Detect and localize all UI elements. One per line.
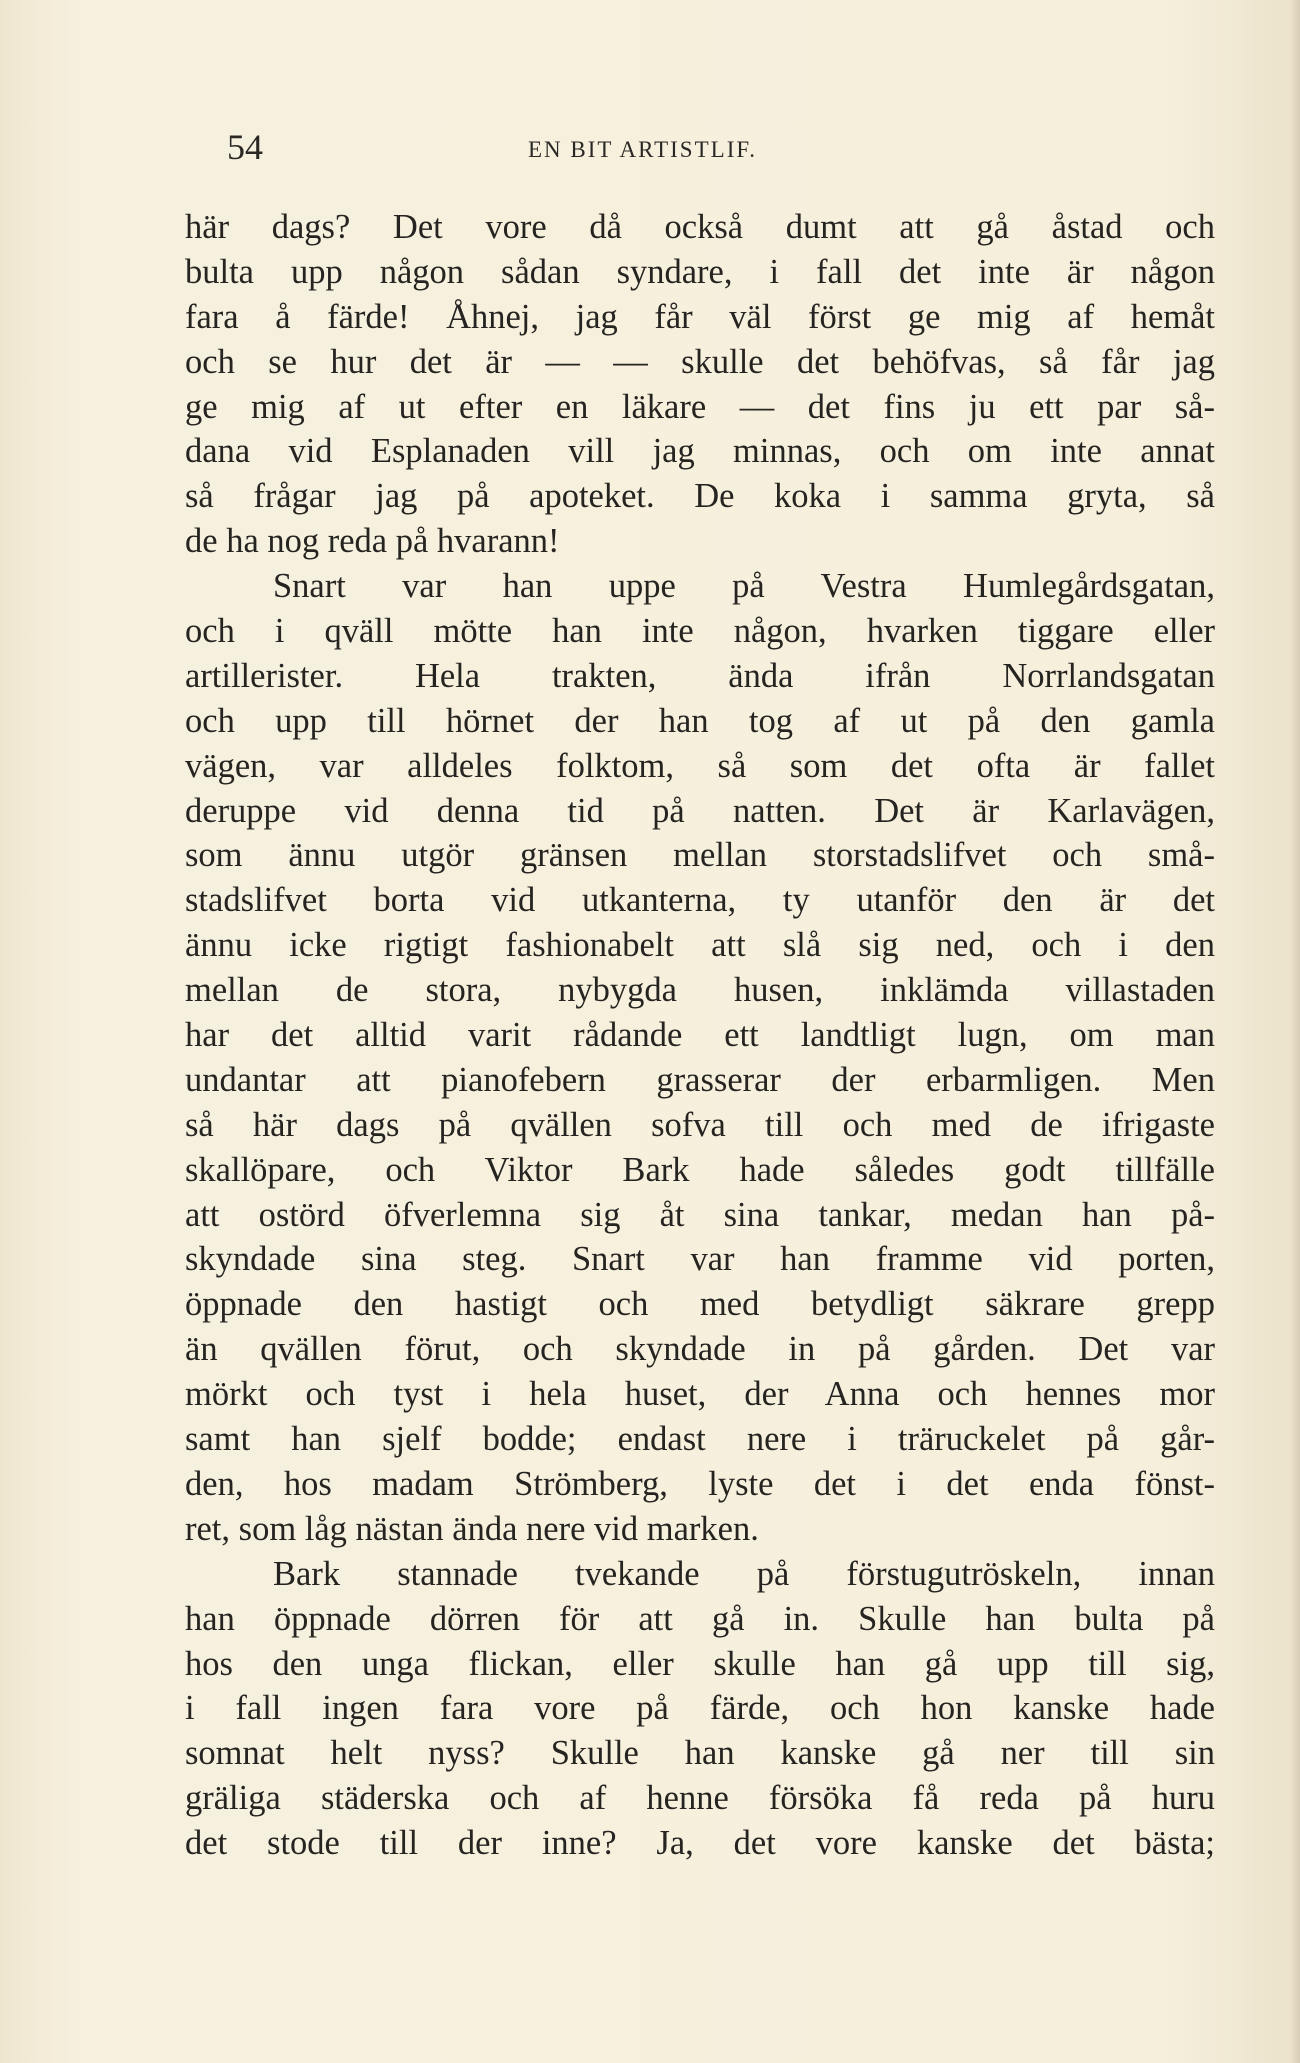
text-line: stadslifvet borta vid utkanterna, ty utanför den är det bbox=[185, 881, 1215, 920]
text-line: dana vid Esplanaden vill jag minnas, och om inte annat bbox=[185, 432, 1215, 471]
text-line: mellan de stora, nybygda husen, inklämda villastaden bbox=[185, 971, 1215, 1010]
text-line: så här dags på qvällen sofva till och med de ifrigaste bbox=[185, 1105, 1215, 1144]
text-line: än qvällen förut, och skyndade in på gården. Det var bbox=[185, 1330, 1215, 1369]
text-line: ret, som låg nästan ända nere vid marken. bbox=[185, 1509, 759, 1548]
text-line: att ostörd öfverlemna sig åt sina tankar, medan han på- bbox=[185, 1195, 1215, 1234]
text-line: de ha nog reda på hvarann! bbox=[185, 522, 560, 561]
text-line: undantar att pianofebern grasserar der erbarmligen. Men bbox=[185, 1060, 1215, 1099]
text-line: bulta upp någon sådan syndare, i fall det inte är någon bbox=[185, 252, 1215, 291]
text-line: den, hos madam Strömberg, lyste det i det enda fönst- bbox=[185, 1464, 1215, 1503]
text-line: samt han sjelf bodde; endast nere i träruckelet på går- bbox=[185, 1420, 1215, 1459]
text-line: deruppe vid denna tid på natten. Det är Karlavägen, bbox=[185, 791, 1215, 830]
text-line: fara å färde! Åhnej, jag får väl först ge mig af hemåt bbox=[185, 297, 1215, 336]
running-head: EN BIT ARTISTLIF. bbox=[528, 137, 758, 162]
text-line: som ännu utgör gränsen mellan storstadslifvet och små- bbox=[185, 836, 1215, 875]
text-line: artillerister. Hela trakten, ända ifrån Norrlandsgatan bbox=[185, 656, 1215, 695]
text-line: skyndade sina steg. Snart var han framme vid porten, bbox=[185, 1240, 1215, 1279]
text-line: hos den unga flickan, eller skulle han gå upp till sig, bbox=[185, 1644, 1215, 1683]
text-line: han öppnade dörren för att gå in. Skulle han bulta på bbox=[185, 1599, 1215, 1638]
text-line: gräliga städerska och af henne försöka få reda på huru bbox=[185, 1779, 1215, 1818]
text-line: vägen, var alldeles folktom, så som det ofta är fallet bbox=[185, 746, 1215, 785]
page-number: 54 bbox=[227, 127, 263, 167]
text-line: Snart var han uppe på Vestra Humlegårdsgatan, bbox=[273, 567, 1215, 606]
text-line: somnat helt nyss? Skulle han kanske gå ner till sin bbox=[185, 1734, 1215, 1773]
page-header bbox=[227, 122, 1227, 172]
text-line: och se hur det är — — skulle det behöfvas, så får jag bbox=[185, 342, 1215, 381]
text-line: det stode till der inne? Ja, det vore kanske det bästa; bbox=[185, 1824, 1215, 1863]
text-line: i fall ingen fara vore på färde, och hon kanske hade bbox=[185, 1689, 1215, 1728]
page-edge-shadow bbox=[1290, 0, 1300, 2063]
text-line: Bark stannade tvekande på förstugutröskeln, innan bbox=[273, 1554, 1215, 1593]
text-line: öppnade den hastigt och med betydligt säkrare grepp bbox=[185, 1285, 1215, 1324]
text-line: mörkt och tyst i hela huset, der Anna och hennes mor bbox=[185, 1375, 1215, 1414]
text-line: skallöpare, och Viktor Bark hade således godt tillfälle bbox=[185, 1150, 1215, 1189]
text-line: ännu icke rigtigt fashionabelt att slå sig ned, och i den bbox=[185, 926, 1215, 965]
text-line: har det alltid varit rådande ett landtligt lugn, om man bbox=[185, 1016, 1215, 1055]
body-text bbox=[185, 205, 1215, 1866]
text-line: så frågar jag på apoteket. De koka i samma gryta, så bbox=[185, 477, 1215, 516]
text-line: ge mig af ut efter en läkare — det fins ju ett par så- bbox=[185, 387, 1215, 426]
text-line: och upp till hörnet der han tog af ut på den gamla bbox=[185, 701, 1215, 740]
text-line: här dags? Det vore då också dumt att gå åstad och bbox=[185, 208, 1215, 246]
text-line: och i qväll mötte han inte någon, hvarken tiggare eller bbox=[185, 612, 1215, 651]
